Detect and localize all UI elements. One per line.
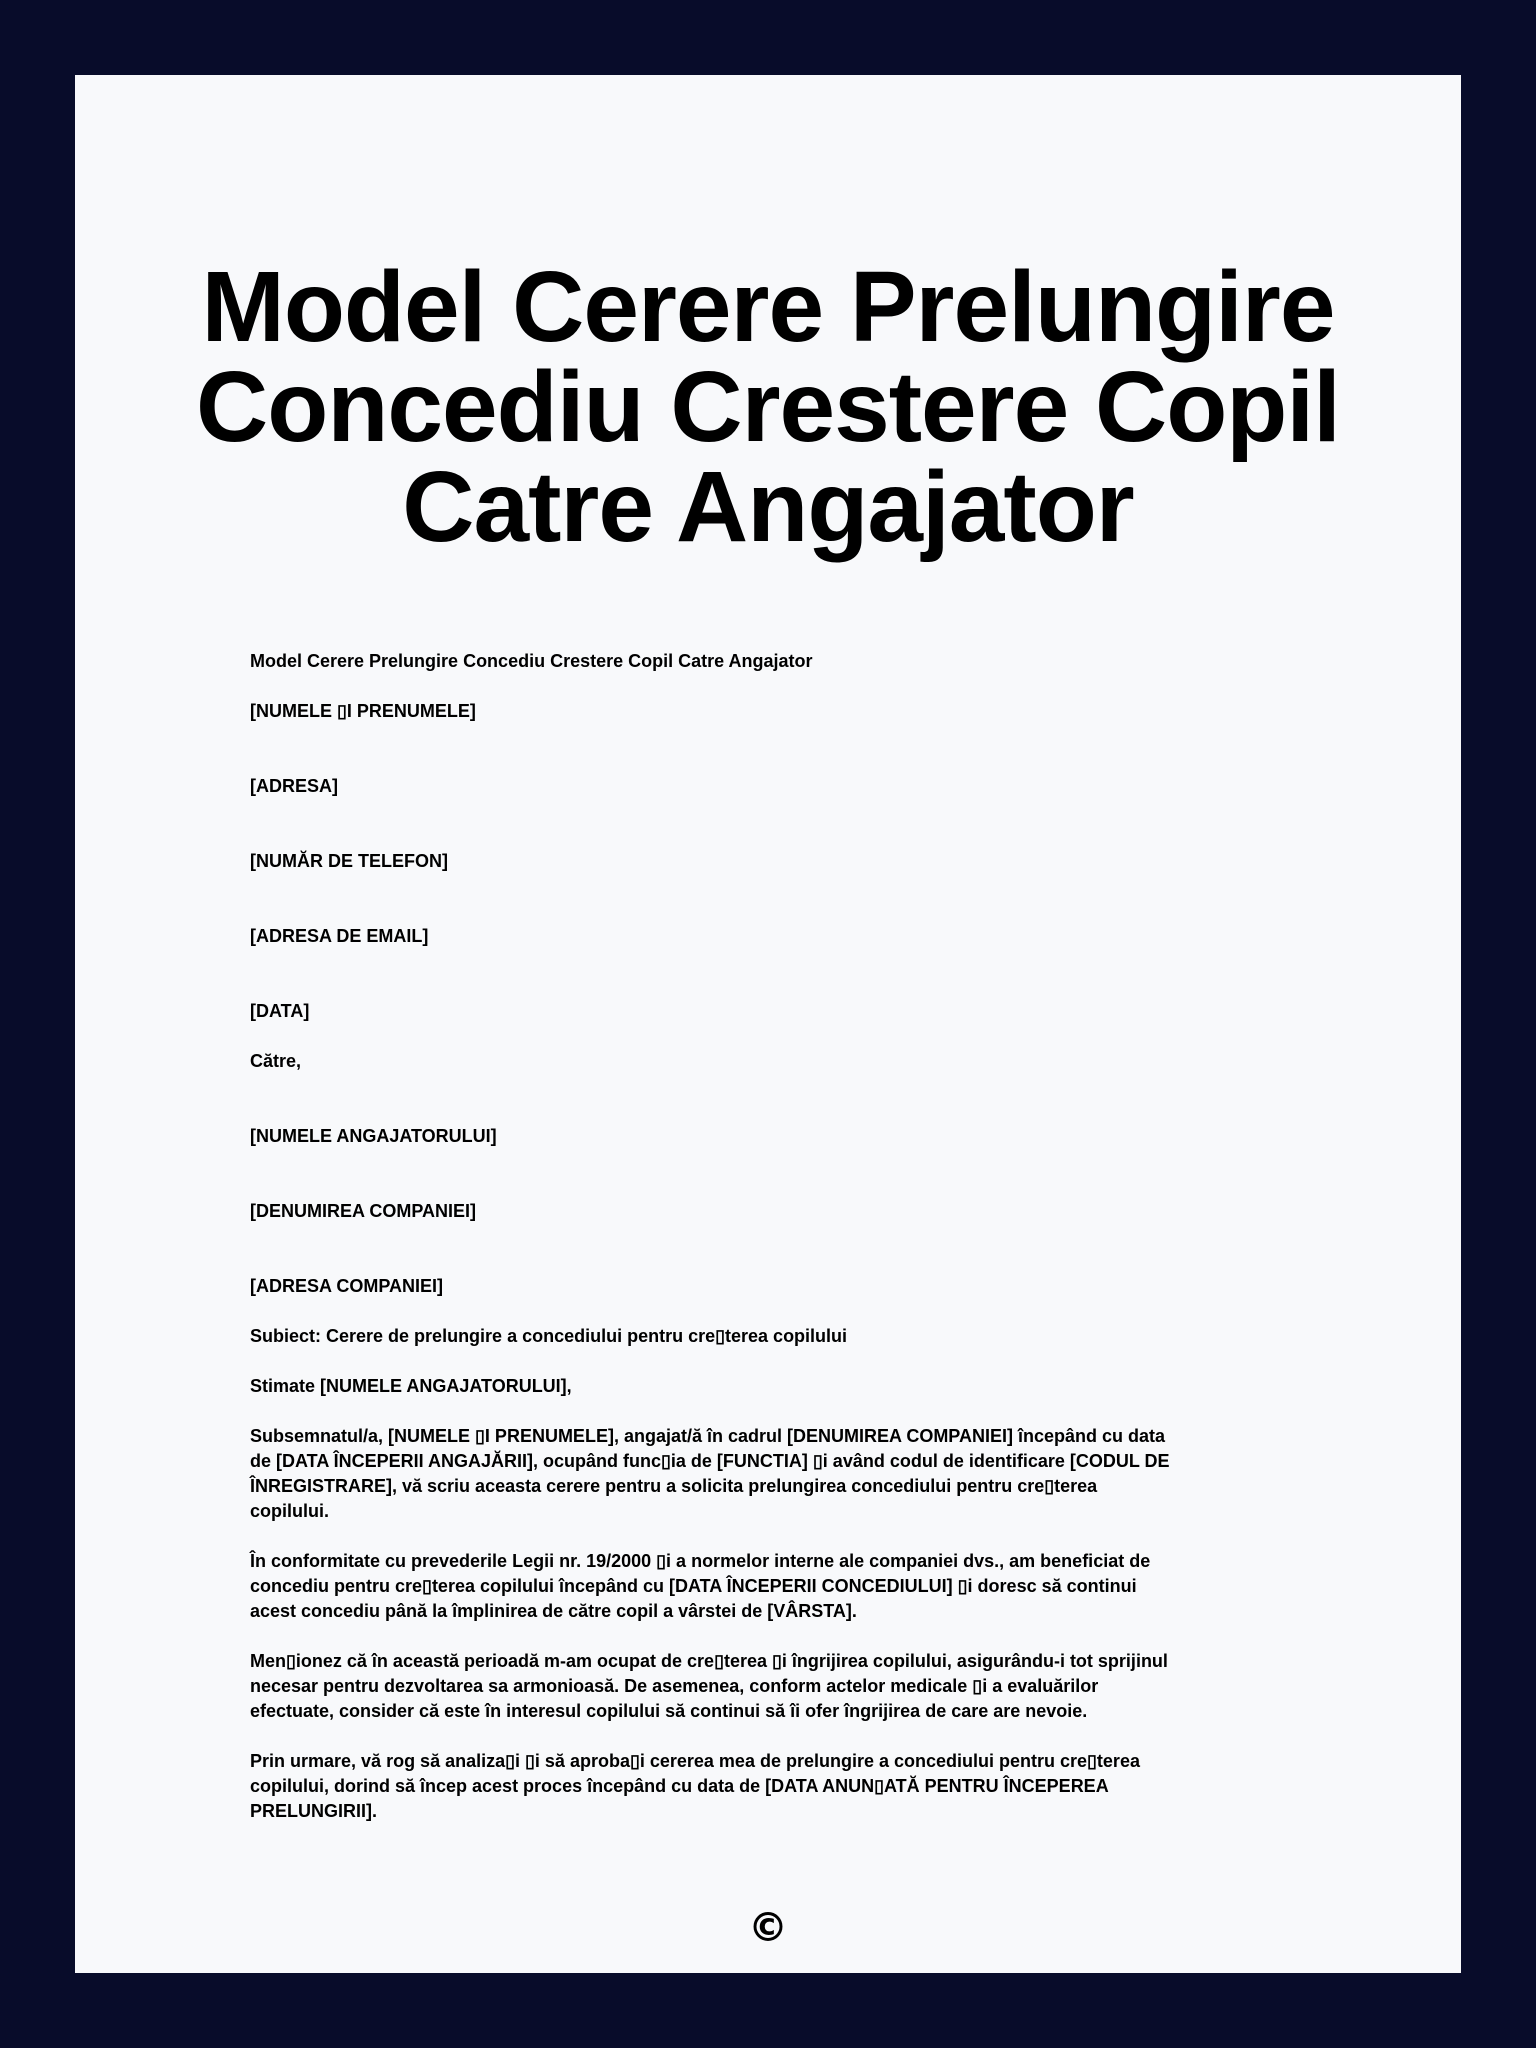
- request-paragraph: [250, 1749, 1290, 1824]
- text-line: [ADRESA]: [250, 776, 338, 796]
- sender-address-placeholder: [250, 774, 1290, 799]
- text-line: copilului.: [250, 1501, 329, 1521]
- text-line: ÎNREGISTRARE], vă scriu aceasta cerere pentru a solicita prelungirea concediului pentru cre▯terea: [250, 1476, 1098, 1496]
- text-line: copilului, dorind să încep acest proces începând cu data de [DATA ANUN▯ATĂ PENTRU ÎNCEPEREA: [250, 1776, 1109, 1796]
- text-line: necesar pentru dezvoltarea sa armonioasă. De asemenea, conform actelor medicale ▯i a evaluărilor: [250, 1676, 1099, 1696]
- date-placeholder: [250, 999, 1290, 1024]
- text-line: de [DATA ÎNCEPERII ANGAJĂRII], ocupând func▯ia de [FUNCTIA] ▯i având codul de identificare [CODUL DE: [250, 1451, 1170, 1471]
- text-line: [ADRESA DE EMAIL]: [250, 926, 429, 946]
- text-line: În conformitate cu prevederile Legii nr. 19/2000 ▯i a normelor interne ale companiei dvs., am beneficiat de: [250, 1551, 1151, 1571]
- letter-heading: [250, 649, 1290, 674]
- company-name-placeholder: [250, 1199, 1290, 1224]
- text-line: [ADRESA COMPANIEI]: [250, 1276, 443, 1296]
- title-line: Concediu Crestere Copil: [196, 351, 1340, 463]
- sender-email-placeholder: [250, 924, 1290, 949]
- text-line: PRELUNGIRII].: [250, 1801, 378, 1821]
- recipient-salutation: [250, 1049, 1290, 1074]
- document-title: [75, 251, 1461, 563]
- title-line: Model Cerere Prelungire: [201, 251, 1335, 363]
- text-line: efectuate, consider că este în interesul copilului să continui să îi ofer îngrijirea de care are nevoie.: [250, 1701, 1088, 1721]
- text-line: [NUMĂR DE TELEFON]: [250, 851, 448, 871]
- text-line: [NUMELE ANGAJATORULUI]: [250, 1126, 497, 1146]
- copyright-icon: ©: [748, 1905, 788, 1951]
- text-line: [DATA]: [250, 1001, 310, 1021]
- text-line: Prin urmare, vă rog să analiza▯i ▯i să aproba▯i cererea mea de prelungire a concediului pentru cre▯terea: [250, 1751, 1140, 1771]
- letter-body: [250, 649, 1290, 1849]
- justification-paragraph: [250, 1649, 1290, 1724]
- sender-name-placeholder: [250, 699, 1290, 724]
- document-page: [75, 75, 1461, 1973]
- title-line: Catre Angajator: [402, 451, 1134, 563]
- employer-name-placeholder: [250, 1124, 1290, 1149]
- intro-paragraph: [250, 1424, 1290, 1524]
- text-line: concediu pentru cre▯terea copilului începând cu [DATA ÎNCEPERII CONCEDIULUI] ▯i doresc să continui: [250, 1576, 1137, 1596]
- text-line: Către,: [250, 1051, 302, 1071]
- sender-phone-placeholder: [250, 849, 1290, 874]
- subject-line: [250, 1324, 1290, 1349]
- text-line: Men▯ionez că în această perioadă m-am ocupat de cre▯terea ▯i îngrijirea copilului, asigurându-i tot sprijinul: [250, 1651, 1168, 1671]
- text-line: Stimate [NUMELE ANGAJATORULUI],: [250, 1376, 572, 1396]
- text-line: [DENUMIREA COMPANIEI]: [250, 1201, 476, 1221]
- text-line: Model Cerere Prelungire Concediu Crestere Copil Catre Angajator: [250, 651, 813, 671]
- greeting: [250, 1374, 1290, 1399]
- text-line: [NUMELE ▯I PRENUMELE]: [250, 701, 476, 721]
- text-line: Subsemnatul/a, [NUMELE ▯I PRENUMELE], angajat/ă în cadrul [DENUMIREA COMPANIEI] începând cu data: [250, 1426, 1166, 1446]
- legal-basis-paragraph: [250, 1549, 1290, 1624]
- text-line: acest concediu până la împlinirea de către copil a vârstei de [VÂRSTA].: [250, 1601, 857, 1621]
- text-line: Subiect: Cerere de prelungire a concediului pentru cre▯terea copilului: [250, 1326, 848, 1346]
- company-address-placeholder: [250, 1274, 1290, 1299]
